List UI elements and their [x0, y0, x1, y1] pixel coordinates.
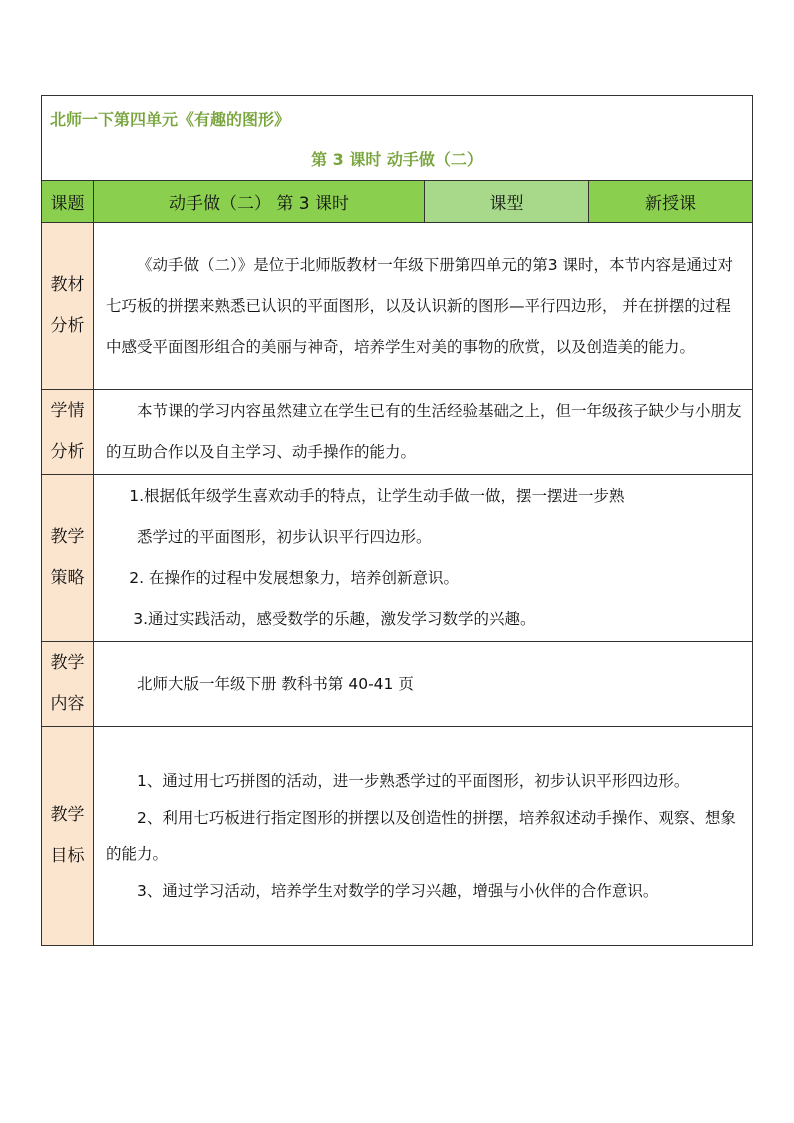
- material-analysis-row: [42, 223, 753, 390]
- material-analysis-label: [42, 223, 94, 390]
- teaching-goals-label: [42, 727, 94, 946]
- teaching-content-label: [42, 642, 94, 727]
- teaching-strategy-content: [94, 475, 753, 642]
- goal-item-3: 3、通过学习活动，培养学生对数学的学习兴趣，增强与小伙伴的合作意识。: [137, 881, 659, 900]
- type-label: 课型: [425, 181, 589, 223]
- label-line: 教学: [50, 527, 85, 547]
- topic-label: 课题: [42, 181, 94, 223]
- label-line: 策略: [50, 568, 85, 588]
- label-line: 教学: [50, 805, 85, 825]
- teaching-goals-content: [94, 727, 753, 946]
- topic-row: [42, 181, 753, 223]
- teaching-content-content: [94, 642, 753, 727]
- goal-item-2: 2、利用七巧板进行指定图形的拼摆以及创造性的拼摆，培养叙述动手操作、观察、想象的能力。: [106, 808, 736, 863]
- lesson-plan-table: [41, 95, 753, 946]
- strategy-item-2: 2. 在操作的过程中发展想象力，培养创新意识。: [129, 569, 459, 587]
- strategy-item-1-cont: 悉学过的平面图形，初步认识平行四边形。: [137, 528, 432, 546]
- title-cell: [42, 96, 753, 181]
- label-line: 分析: [50, 316, 85, 336]
- student-analysis-text: 本节课的学习内容虽然建立在学生已有的生活经验基础之上，但一年级孩子缺少与小朋友的互助合作以及自主学习、动手操作的能力。: [106, 402, 742, 461]
- teaching-content-row: [42, 642, 753, 727]
- material-analysis-text: 《动手做（二）》是位于北师版教材一年级下册第四单元的第3 课时，本节内容是通过对七巧板的拼摆来熟悉已认识的平面图形，以及认识新的图形—平行四边形， 并在拼摆的过程中感受平面图形组合的美丽与神奇，培养学生对美的事物的欣赏，以及创造美的能力。: [106, 255, 734, 356]
- label-line: 内容: [50, 694, 85, 714]
- strategy-item-3: 3.通过实践活动，感受数学的乐趣，激发学习数学的兴趣。: [133, 610, 536, 628]
- teaching-content-text: 北师大版一年级下册 教科书第 40-41 页: [137, 674, 414, 693]
- teaching-strategy-label: [42, 475, 94, 642]
- label-line: 目标: [50, 846, 85, 866]
- teaching-goals-row: [42, 727, 753, 946]
- topic-value: 动手做（二） 第 3 课时: [94, 181, 425, 223]
- teaching-strategy-row: [42, 475, 753, 642]
- unit-title: 北师一下第四单元《有趣的图形》: [50, 110, 291, 129]
- label-line: 学情: [50, 401, 85, 421]
- label-line: 分析: [50, 442, 85, 462]
- student-analysis-label: [42, 390, 94, 475]
- goal-item-1: 1、通过用七巧拼图的活动，进一步熟悉学过的平面图形，初步认识平形四边形。: [137, 772, 690, 790]
- label-line: 教学: [50, 653, 85, 673]
- material-analysis-content: [94, 223, 753, 390]
- student-analysis-content: [94, 390, 753, 475]
- type-value: 新授课: [589, 181, 753, 223]
- strategy-item-1: 1.根据低年级学生喜欢动手的特点，让学生动手做一做，摆一摆进一步熟: [129, 487, 625, 505]
- label-line: 教材: [50, 275, 85, 295]
- student-analysis-row: [42, 390, 753, 475]
- title-row: [42, 96, 753, 181]
- lesson-title: 第 3 课时 动手做（二）: [311, 150, 483, 169]
